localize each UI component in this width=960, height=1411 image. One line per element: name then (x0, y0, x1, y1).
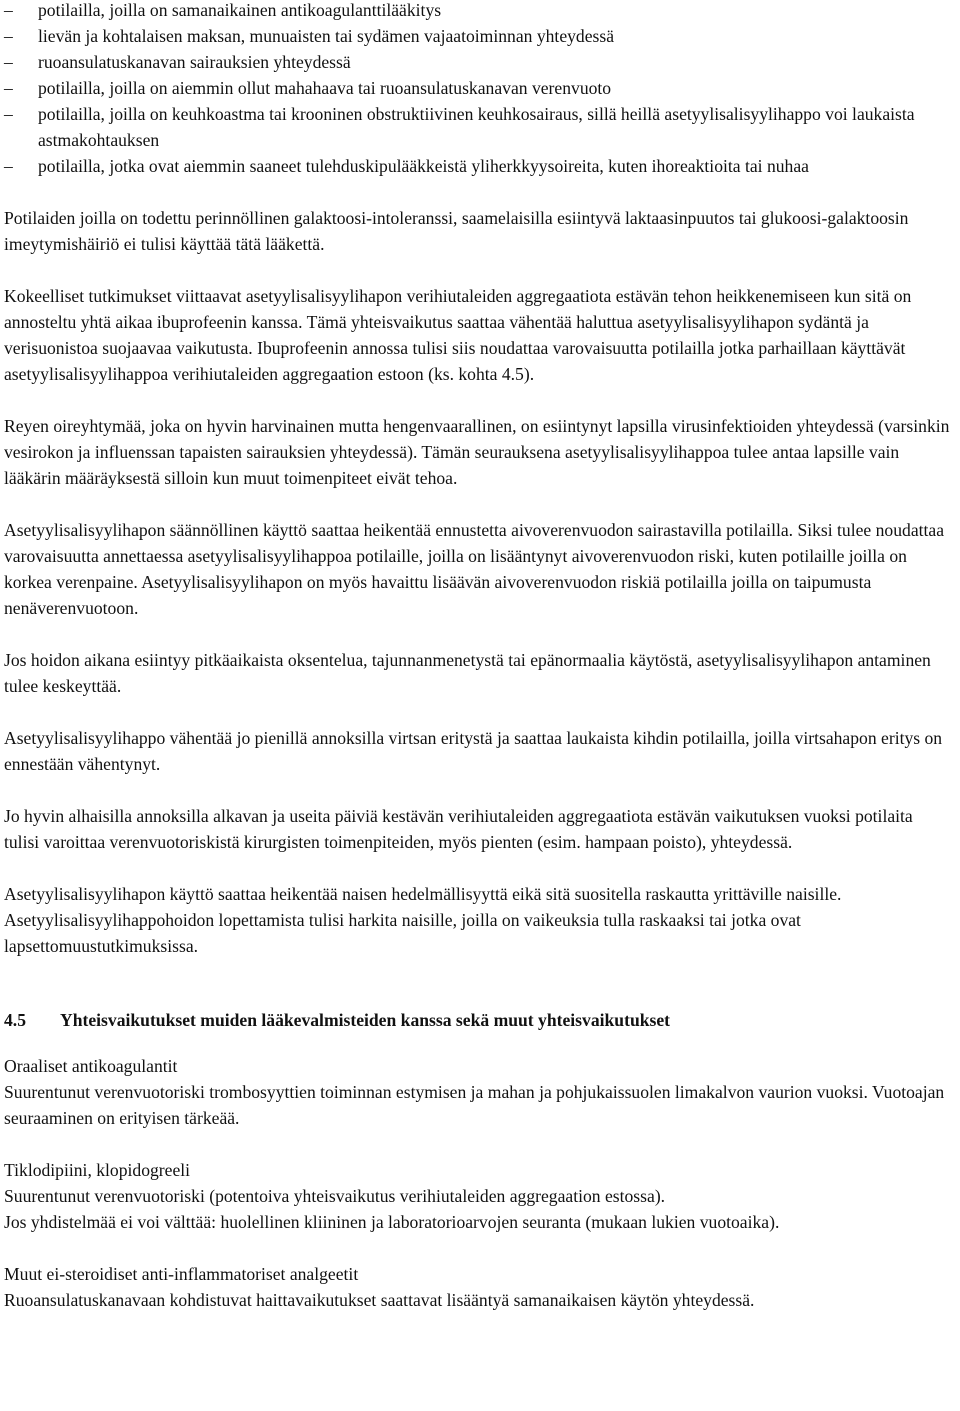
paragraph-gout: Asetyylisalisyylihappo vähentää jo pienillä annoksilla virtsan eritystä ja saattaa laukaista kihdin potilailla, joilla virtsahapon eritys on ennestään vähentynyt. (4, 728, 943, 774)
list-item: – potilailla, joilla on keuhkoastma tai krooninen obstruktiivinen keuhkosairaus, sillä heillä asetyylisalisyylihappo voi laukaista astmakohtauksen (4, 101, 950, 153)
subsection-text: Suurentunut verenvuotoriski (potentoiva yhteisvaikutus verihiutaleiden aggregaation estossa). (4, 1186, 666, 1206)
section-heading (4, 1007, 950, 1033)
subsection-text: Jos yhdistelmää ei voi välttää: huolellinen kliininen ja laboratorioarvojen seuranta (mukaan lukien vuotoaika). (4, 1212, 780, 1232)
section-title: Yhteisvaikutukset muiden lääkevalmisteiden kanssa sekä muut yhteisvaikutukset (60, 1010, 671, 1030)
subsection-title: Muut ei-steroidiset anti-inflammatoriset analgeetit (4, 1264, 359, 1284)
dash-marker: – (4, 156, 13, 176)
document-page (4, 0, 950, 1313)
dash-marker: – (4, 0, 13, 20)
paragraph-galactose: Potilaiden joilla on todettu perinnöllinen galaktoosi-intoleranssi, saamelaisilla esiintyvä laktaasinpuutos tai glukoosi-galaktoosin imeytymishäiriö ei tulisi käyttää tätä lääkettä. (4, 208, 909, 254)
subsection-text: Ruoansulatuskanavaan kohdistuvat haittavaikutukset saattavat lisääntyä samanaikaisen käytön yhteydessä. (4, 1290, 755, 1310)
subsection-text: Suurentunut verenvuotoriski trombosyyttien toiminnan estymisen ja mahan ja pohjukaissuolen limakalvon vaurion vuoksi. Vuotoajan seuraaminen on erityisen tärkeää. (4, 1082, 945, 1128)
dash-marker: – (4, 52, 13, 72)
precaution-list (4, 0, 950, 179)
list-item: – potilailla, joilla on aiemmin ollut mahahaava tai ruoansulatuskanavan verenvuoto (4, 75, 950, 101)
paragraph-ibuprofen: Kokeelliset tutkimukset viittaavat asetyylisalisyylihapon verihiutaleiden aggregaatiota estävän tehon heikkenemiseen kun sitä on annosteltu yhtä aikaa ibuprofeenin kanssa. Tämä yhteisvaikutus saattaa vähentää haluttua asetyylisalisyylihapon sydäntä ja verisuonistoa suojaavaa vaikutusta. Ibuprofeenin annossa tulisi siis noudattaa varovaisuutta potilailla jotka parhaillaan käyttävät asetyylisalisyylihappoa verihiutaleiden aggregaation estoon (ks. kohta 4.5). (4, 286, 912, 384)
subsection-nsaids (4, 1261, 950, 1313)
subsection-title: Oraaliset antikoagulantit (4, 1056, 178, 1076)
subsection-anticoagulants (4, 1053, 950, 1131)
list-item: – lievän ja kohtalaisen maksan, munuaisten tai sydämen vajaatoiminnan yhteydessä (4, 23, 950, 49)
paragraph-surgery: Jo hyvin alhaisilla annoksilla alkavan ja useita päiviä kestävän verihiutaleiden aggregaatiota estävän vaikutuksen vuoksi potilaita tulisi varoittaa verenvuotoriskistä kirurgisten toimenpiteiden, myös pienten (esim. hampaan poisto), yhteydessä. (4, 806, 913, 852)
paragraph-cerebral-hemorrhage: Asetyylisalisyylihapon säännöllinen käyttö saattaa heikentää ennustetta aivoverenvuodon sairastavilla potilailla. Siksi tulee noudattaa varovaisuutta annettaessa asetyylisalisyylihappoa potilaille, joilla on lisääntynyt aivoverenvuodon riski, kuten potilaille joilla on korkea verenpaine. Asetyylisalisyylihapon on myös havaittu lisäävän aivoverenvuodon riskiä potilailla joilla on taipumusta nenäverenvuotoon. (4, 520, 945, 618)
paragraph-fertility: Asetyylisalisyylihapon käyttö saattaa heikentää naisen hedelmällisyyttä eikä sitä suositella raskautta yrittäville naisille. Asetyylisalisyylihappohoidon lopettamista tulisi harkita naisille, joilla on vaikeuksia tulla raskaaksi tai jotka ovat lapsettomuustutkimuksissa. (4, 884, 842, 956)
subsection-title: Tiklodipiini, klopidogreeli (4, 1160, 191, 1180)
paragraph-reye: Reyen oireyhtymää, joka on hyvin harvinainen mutta hengenvaarallinen, on esiintynyt lapsilla virusinfektioiden yhteydessä (varsinkin vesirokon ja influenssan tapaisten sairauksien yhteydessä). Tämän seurauksena asetyylisalisyylihappoa tulee antaa lapsille vain lääkärin määräyksestä silloin kun muut toimenpiteet eivät tehoa. (4, 416, 950, 488)
list-item: – potilailla, jotka ovat aiemmin saaneet tulehduskipulääkkeistä yliherkkyysoireita, kuten ihoreaktioita tai nuhaa (4, 153, 950, 179)
paragraph-vomiting: Jos hoidon aikana esiintyy pitkäaikaista oksentelua, tajunnanmenetystä tai epänormaalia käytöstä, asetyylisalisyylihapon antaminen tulee keskeyttää. (4, 650, 931, 696)
section-number: 4.5 (4, 1010, 26, 1030)
dash-marker: – (4, 78, 13, 98)
list-item: – potilailla, joilla on samanaikainen antikoagulanttilääkitys (4, 0, 950, 23)
dash-marker: – (4, 26, 13, 46)
list-item: – ruoansulatuskanavan sairauksien yhteydessä (4, 49, 950, 75)
subsection-ticlopidine (4, 1157, 950, 1235)
dash-marker: – (4, 104, 13, 124)
